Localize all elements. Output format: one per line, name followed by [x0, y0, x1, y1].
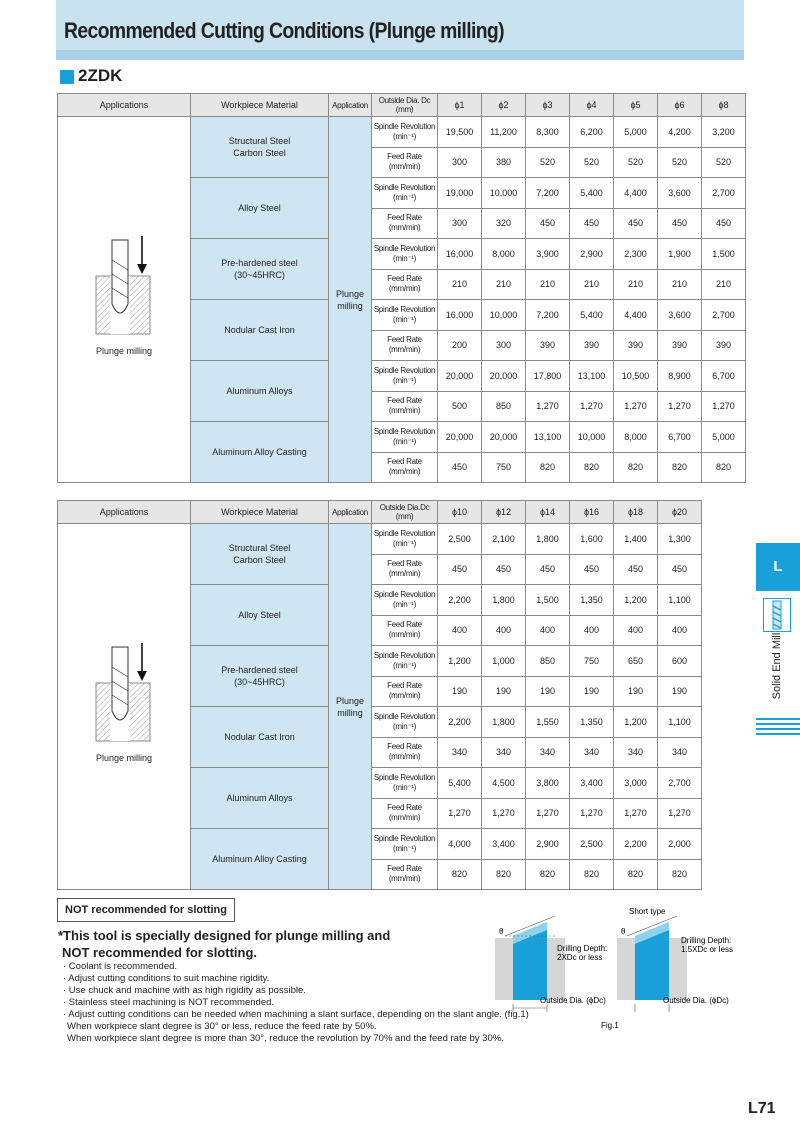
spindle-value: 1,500 — [526, 585, 570, 616]
spindle-label-text: Spindle Revolution — [373, 528, 436, 538]
feed-label: Feed Rate (mm/min) — [372, 147, 438, 178]
feed-value: 190 — [526, 676, 570, 707]
spindle-value: 4,400 — [614, 300, 658, 331]
application-illustration-cell — [58, 524, 191, 890]
spindle-value: 20,000 — [482, 361, 526, 392]
spindle-value: 7,200 — [526, 300, 570, 331]
material-name: Alloy Steel — [238, 203, 281, 213]
spindle-value: 17,800 — [526, 361, 570, 392]
spindle-value: 1,200 — [614, 585, 658, 616]
note-item: When workpiece slant degree is more than 30°, reduce the revolution by 70% and the feed rate by 30%. — [67, 1033, 504, 1044]
note-item: · Stainless steel machining is NOT recommended. — [63, 997, 275, 1008]
material-name: (30~45HRC) — [234, 270, 285, 280]
feed-value: 390 — [658, 330, 702, 361]
spindle-value: 5,400 — [570, 178, 614, 209]
spindle-value: 6,700 — [702, 361, 746, 392]
spindle-row — [58, 117, 746, 148]
outside-dia-header: Outside Dia. Dc (mm) — [372, 94, 438, 117]
notice-line-1: *This tool is specially designed for plunge milling and — [58, 928, 391, 943]
workpiece-header: Workpiece Material — [191, 94, 329, 117]
feed-value: 750 — [482, 452, 526, 483]
spindle-label-unit: (min⁻¹) — [392, 538, 416, 548]
spindle-label — [372, 239, 438, 270]
feed-value: 450 — [570, 554, 614, 585]
spindle-value: 10,000 — [482, 300, 526, 331]
spindle-label — [372, 829, 438, 860]
spindle-value: 1,350 — [570, 585, 614, 616]
spindle-value: 13,100 — [526, 422, 570, 453]
plunge-milling-icon — [94, 637, 154, 747]
feed-value: 400 — [438, 615, 482, 646]
diameter-header: ϕ4 — [570, 94, 614, 117]
feed-value: 1,270 — [570, 798, 614, 829]
diameter-header: ϕ1 — [438, 94, 482, 117]
feed-value: 190 — [438, 676, 482, 707]
spindle-value: 4,400 — [614, 178, 658, 209]
feed-value: 500 — [438, 391, 482, 422]
feed-value: 450 — [614, 554, 658, 585]
feed-value: 820 — [438, 859, 482, 890]
diameter-header: ϕ16 — [570, 501, 614, 524]
feed-value: 300 — [438, 147, 482, 178]
workpiece-material-cell — [191, 239, 329, 300]
spindle-value: 8,300 — [526, 117, 570, 148]
side-tab-l[interactable]: L — [756, 543, 800, 591]
feed-value: 820 — [570, 452, 614, 483]
feed-label: Feed Rate (mm/min) — [372, 798, 438, 829]
spindle-label — [372, 361, 438, 392]
notice-line-2: NOT recommended for slotting. — [62, 945, 258, 960]
feed-value: 340 — [614, 737, 658, 768]
notes-list — [63, 961, 529, 1045]
spindle-value: 2,100 — [482, 524, 526, 555]
feed-label: Feed Rate (mm/min) — [372, 737, 438, 768]
spindle-value: 2,200 — [614, 829, 658, 860]
spindle-label-unit: (min⁻¹) — [392, 253, 416, 263]
spindle-value: 4,000 — [438, 829, 482, 860]
note-item: · Use chuck and machine with as high rigidity as possible. — [63, 985, 306, 996]
workpiece-material-cell — [191, 117, 329, 178]
special-notice — [58, 927, 498, 961]
spindle-value: 1,100 — [658, 585, 702, 616]
feed-value: 820 — [482, 859, 526, 890]
application-mode-cell — [329, 117, 372, 483]
feed-value: 210 — [570, 269, 614, 300]
spindle-label — [372, 300, 438, 331]
spindle-value: 1,600 — [570, 524, 614, 555]
application-illustration-cell — [58, 117, 191, 483]
feed-value: 190 — [570, 676, 614, 707]
spindle-value: 1,200 — [438, 646, 482, 677]
feed-value: 820 — [614, 859, 658, 890]
header-row — [58, 94, 746, 117]
spindle-label-unit: (min⁻¹) — [392, 599, 416, 609]
feed-value: 210 — [438, 269, 482, 300]
feed-value: 400 — [614, 615, 658, 646]
spindle-value: 1,800 — [482, 585, 526, 616]
spindle-label-text: Spindle Revolution — [373, 121, 436, 131]
spindle-label-unit: (min⁻¹) — [392, 131, 416, 141]
spindle-value: 7,200 — [526, 178, 570, 209]
spindle-value: 19,000 — [438, 178, 482, 209]
spindle-value: 650 — [614, 646, 658, 677]
feed-value: 300 — [482, 330, 526, 361]
workpiece-material-cell — [191, 178, 329, 239]
workpiece-material-cell — [191, 524, 329, 585]
spindle-label — [372, 585, 438, 616]
spindle-value: 20,000 — [438, 361, 482, 392]
spindle-value: 2,500 — [570, 829, 614, 860]
figure-caption: Fig.1 — [601, 1021, 619, 1030]
spindle-label-unit: (min⁻¹) — [392, 436, 416, 446]
feed-value: 1,270 — [526, 391, 570, 422]
feed-value: 320 — [482, 208, 526, 239]
spindle-value: 1,550 — [526, 707, 570, 738]
feed-value: 450 — [526, 554, 570, 585]
feed-value: 520 — [658, 147, 702, 178]
page-title: Recommended Cutting Conditions (Plunge milling) — [64, 18, 504, 43]
application-caption: Plunge milling — [95, 753, 153, 763]
feed-value: 400 — [526, 615, 570, 646]
feed-value: 820 — [526, 859, 570, 890]
spindle-value: 2,200 — [438, 585, 482, 616]
material-name: Structural Steel — [228, 543, 291, 553]
diameter-header: ϕ2 — [482, 94, 526, 117]
spindle-value: 8,000 — [614, 422, 658, 453]
application-header: Application — [329, 94, 372, 117]
feed-value: 820 — [658, 859, 702, 890]
feed-value: 450 — [702, 208, 746, 239]
spindle-value: 3,600 — [658, 300, 702, 331]
spindle-value: 2,900 — [526, 829, 570, 860]
feed-value: 190 — [614, 676, 658, 707]
feed-value: 450 — [438, 452, 482, 483]
diameter-header: ϕ5 — [614, 94, 658, 117]
outside-dia-header: Outside Dia.Dc (mm) — [372, 501, 438, 524]
outside-dia-left: Outside Dia. (ϕDc) — [540, 996, 606, 1005]
spindle-label-unit: (min⁻¹) — [392, 314, 416, 324]
feed-value: 210 — [614, 269, 658, 300]
material-name: Structural Steel — [228, 136, 291, 146]
spindle-value: 5,400 — [438, 768, 482, 799]
feed-value: 1,270 — [702, 391, 746, 422]
feed-value: 520 — [614, 147, 658, 178]
feed-value: 1,270 — [482, 798, 526, 829]
spindle-value: 3,200 — [702, 117, 746, 148]
spindle-label-text: Spindle Revolution — [373, 426, 436, 436]
spindle-value: 8,900 — [658, 361, 702, 392]
feed-value: 820 — [570, 859, 614, 890]
spindle-value: 13,100 — [570, 361, 614, 392]
feed-value: 380 — [482, 147, 526, 178]
material-name: Pre-hardened steel — [221, 258, 298, 268]
spindle-label-text: Spindle Revolution — [373, 589, 436, 599]
diameter-header: ϕ6 — [658, 94, 702, 117]
spindle-value: 2,700 — [702, 178, 746, 209]
feed-label: Feed Rate (mm/min) — [372, 676, 438, 707]
feed-value: 850 — [482, 391, 526, 422]
spindle-label-unit: (min⁻¹) — [392, 843, 416, 853]
material-name: Carbon Steel — [233, 555, 286, 565]
spindle-value: 5,400 — [570, 300, 614, 331]
spindle-label — [372, 524, 438, 555]
feed-value: 390 — [614, 330, 658, 361]
feed-value: 210 — [482, 269, 526, 300]
spindle-value: 3,000 — [614, 768, 658, 799]
feed-value: 300 — [438, 208, 482, 239]
spindle-value: 20,000 — [438, 422, 482, 453]
feed-label: Feed Rate (mm/min) — [372, 330, 438, 361]
workpiece-material-cell — [191, 361, 329, 422]
note-item: · Adjust cutting conditions can be needed when machining a slant surface, depending on the slant angle. (fig.1) — [63, 1009, 529, 1020]
feed-value: 450 — [526, 208, 570, 239]
spindle-label-text: Spindle Revolution — [373, 243, 436, 253]
spindle-value: 1,900 — [658, 239, 702, 270]
drilling-depth-left-2: 2XDc or less — [557, 953, 603, 962]
cutting-conditions-table-1 — [57, 93, 746, 483]
spindle-value: 600 — [658, 646, 702, 677]
theta-right: θ — [621, 927, 626, 936]
feed-value: 520 — [526, 147, 570, 178]
spindle-value: 3,600 — [658, 178, 702, 209]
spindle-value: 11,200 — [482, 117, 526, 148]
feed-value: 1,270 — [658, 391, 702, 422]
material-name: Aluminum Alloy Casting — [212, 854, 307, 864]
spindle-value: 16,000 — [438, 300, 482, 331]
spindle-label-text: Spindle Revolution — [373, 772, 436, 782]
spindle-value: 1,500 — [702, 239, 746, 270]
drilling-depth-right-2: 1.5XDc or less — [681, 945, 734, 954]
workpiece-header: Workpiece Material — [191, 501, 329, 524]
feed-value: 210 — [526, 269, 570, 300]
feed-value: 520 — [702, 147, 746, 178]
feed-value: 210 — [702, 269, 746, 300]
diameter-header: ϕ10 — [438, 501, 482, 524]
spindle-value: 1,800 — [482, 707, 526, 738]
plunge-milling-icon — [94, 230, 154, 340]
feed-value: 340 — [438, 737, 482, 768]
application-mode: Plunge milling — [335, 695, 365, 718]
feed-value: 1,270 — [526, 798, 570, 829]
feed-label: Feed Rate (mm/min) — [372, 554, 438, 585]
spindle-label-text: Spindle Revolution — [373, 833, 436, 843]
spindle-label-unit: (min⁻¹) — [392, 721, 416, 731]
spindle-value: 5,000 — [702, 422, 746, 453]
feed-value: 820 — [658, 452, 702, 483]
section-title: 2ZDK — [78, 66, 123, 85]
spindle-value: 3,900 — [526, 239, 570, 270]
application-mode: Plunge milling — [335, 288, 365, 311]
feed-value: 340 — [526, 737, 570, 768]
spindle-value: 3,400 — [570, 768, 614, 799]
feed-value: 210 — [658, 269, 702, 300]
feed-value: 820 — [526, 452, 570, 483]
note-item: · Adjust cutting conditions to suit machine rigidity. — [63, 973, 270, 984]
feed-value: 450 — [658, 554, 702, 585]
diameter-header: ϕ3 — [526, 94, 570, 117]
spindle-value: 19,500 — [438, 117, 482, 148]
workpiece-material-cell — [191, 646, 329, 707]
side-label: Solid End Mill — [771, 632, 783, 700]
feed-value: 450 — [570, 208, 614, 239]
spindle-value: 2,900 — [570, 239, 614, 270]
spindle-label — [372, 768, 438, 799]
workpiece-material-cell — [191, 300, 329, 361]
spindle-label-unit: (min⁻¹) — [392, 192, 416, 202]
short-type-label: Short type — [629, 907, 666, 916]
application-header: Application — [329, 501, 372, 524]
outside-dia-right: Outside Dia. (ϕDc) — [663, 996, 729, 1005]
cutting-conditions-table-2 — [57, 500, 702, 890]
slant-surface-figure — [485, 900, 745, 1040]
feed-value: 400 — [658, 615, 702, 646]
workpiece-material-cell — [191, 422, 329, 483]
feed-value: 520 — [570, 147, 614, 178]
spindle-value: 1,300 — [658, 524, 702, 555]
feed-label: Feed Rate (mm/min) — [372, 391, 438, 422]
spindle-value: 10,000 — [482, 178, 526, 209]
material-name: Nodular Cast Iron — [224, 325, 295, 335]
spindle-value: 20,000 — [482, 422, 526, 453]
spindle-label-text: Spindle Revolution — [373, 365, 436, 375]
spindle-label-unit: (min⁻¹) — [392, 375, 416, 385]
feed-value: 390 — [570, 330, 614, 361]
spindle-value: 3,800 — [526, 768, 570, 799]
spindle-label — [372, 178, 438, 209]
material-name: Carbon Steel — [233, 148, 286, 158]
workpiece-material-cell — [191, 768, 329, 829]
material-name: Alloy Steel — [238, 610, 281, 620]
feed-value: 450 — [658, 208, 702, 239]
page-number: L71 — [748, 1100, 776, 1117]
section-marker — [60, 70, 74, 84]
feed-label: Feed Rate (mm/min) — [372, 859, 438, 890]
applications-header: Applications — [58, 94, 191, 117]
spindle-label — [372, 117, 438, 148]
feed-value: 390 — [702, 330, 746, 361]
material-name: Aluminum Alloys — [226, 386, 293, 396]
spindle-value: 4,200 — [658, 117, 702, 148]
side-stripes — [756, 718, 800, 738]
not-recommended-box: NOT recommended for slotting — [57, 898, 235, 922]
spindle-label-text: Spindle Revolution — [373, 711, 436, 721]
spindle-value: 850 — [526, 646, 570, 677]
feed-value: 340 — [482, 737, 526, 768]
diameter-header: ϕ8 — [702, 94, 746, 117]
note-item: · Coolant is recommended. — [63, 961, 178, 972]
drilling-depth-right-1: Drilling Depth: — [681, 936, 732, 945]
feed-label: Feed Rate (mm/min) — [372, 452, 438, 483]
material-name: Aluminum Alloy Casting — [212, 447, 307, 457]
diameter-header: ϕ14 — [526, 501, 570, 524]
feed-value: 200 — [438, 330, 482, 361]
spindle-value: 10,500 — [614, 361, 658, 392]
spindle-label — [372, 422, 438, 453]
application-caption: Plunge milling — [95, 346, 153, 356]
feed-value: 1,270 — [438, 798, 482, 829]
feed-value: 400 — [570, 615, 614, 646]
feed-value: 340 — [658, 737, 702, 768]
spindle-value: 10,000 — [570, 422, 614, 453]
feed-value: 340 — [570, 737, 614, 768]
spindle-value: 16,000 — [438, 239, 482, 270]
spindle-value: 750 — [570, 646, 614, 677]
spindle-value: 1,800 — [526, 524, 570, 555]
note-item: When workpiece slant degree is 30° or less, reduce the feed rate by 50%. — [67, 1021, 377, 1032]
feed-value: 450 — [482, 554, 526, 585]
spindle-value: 6,700 — [658, 422, 702, 453]
spindle-value: 2,500 — [438, 524, 482, 555]
feed-value: 450 — [614, 208, 658, 239]
spindle-value: 2,300 — [614, 239, 658, 270]
theta-left: θ — [499, 927, 504, 936]
material-name: Nodular Cast Iron — [224, 732, 295, 742]
feed-value: 1,270 — [658, 798, 702, 829]
feed-label: Feed Rate (mm/min) — [372, 615, 438, 646]
spindle-label — [372, 707, 438, 738]
spindle-value: 8,000 — [482, 239, 526, 270]
applications-header: Applications — [58, 501, 191, 524]
spindle-value: 5,000 — [614, 117, 658, 148]
spindle-label-unit: (min⁻¹) — [392, 782, 416, 792]
spindle-value: 2,000 — [658, 829, 702, 860]
feed-value: 190 — [482, 676, 526, 707]
feed-value: 400 — [482, 615, 526, 646]
spindle-row — [58, 524, 702, 555]
diameter-header: ϕ12 — [482, 501, 526, 524]
material-name: Pre-hardened steel — [221, 665, 298, 675]
spindle-label-text: Spindle Revolution — [373, 182, 436, 192]
header-row — [58, 501, 702, 524]
application-mode-cell — [329, 524, 372, 890]
feed-label: Feed Rate (mm/min) — [372, 269, 438, 300]
spindle-value: 1,100 — [658, 707, 702, 738]
diameter-header: ϕ18 — [614, 501, 658, 524]
feed-value: 820 — [702, 452, 746, 483]
spindle-value: 1,350 — [570, 707, 614, 738]
material-name: (30~45HRC) — [234, 677, 285, 687]
workpiece-material-cell — [191, 829, 329, 890]
feed-value: 1,270 — [614, 391, 658, 422]
feed-value: 820 — [614, 452, 658, 483]
spindle-label-text: Spindle Revolution — [373, 650, 436, 660]
feed-value: 1,270 — [570, 391, 614, 422]
spindle-value: 3,400 — [482, 829, 526, 860]
feed-label: Feed Rate (mm/min) — [372, 208, 438, 239]
spindle-value: 1,200 — [614, 707, 658, 738]
spindle-label — [372, 646, 438, 677]
spindle-label-text: Spindle Revolution — [373, 304, 436, 314]
spindle-value: 1,400 — [614, 524, 658, 555]
spindle-value: 2,700 — [702, 300, 746, 331]
spindle-value: 6,200 — [570, 117, 614, 148]
material-name: Aluminum Alloys — [226, 793, 293, 803]
feed-value: 390 — [526, 330, 570, 361]
feed-value: 1,270 — [614, 798, 658, 829]
workpiece-material-cell — [191, 585, 329, 646]
feed-value: 190 — [658, 676, 702, 707]
spindle-value: 2,700 — [658, 768, 702, 799]
spindle-label-unit: (min⁻¹) — [392, 660, 416, 670]
diameter-header: ϕ20 — [658, 501, 702, 524]
spindle-value: 4,500 — [482, 768, 526, 799]
drilling-depth-left-1: Drilling Depth: — [557, 944, 608, 953]
workpiece-material-cell — [191, 707, 329, 768]
spindle-value: 1,000 — [482, 646, 526, 677]
feed-value: 450 — [438, 554, 482, 585]
spindle-value: 2,200 — [438, 707, 482, 738]
